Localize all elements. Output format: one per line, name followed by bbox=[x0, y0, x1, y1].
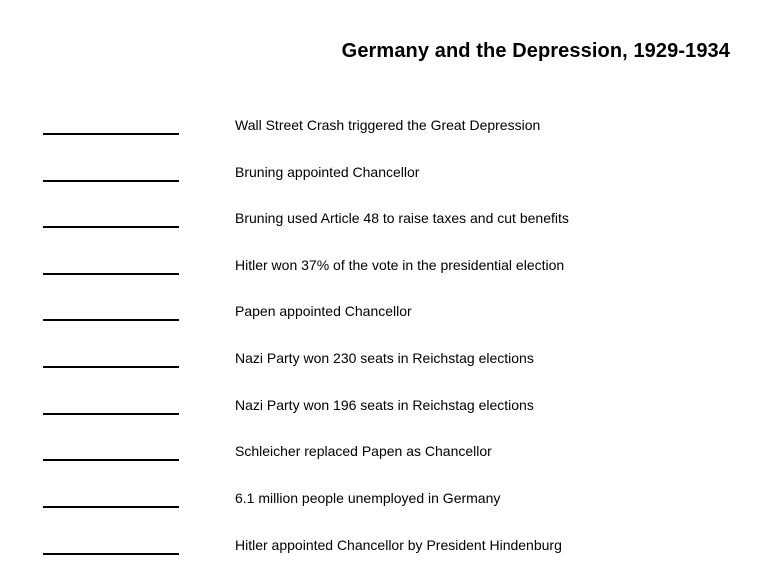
event-text: Schleicher replaced Papen as Chancellor bbox=[235, 443, 492, 459]
answer-blank[interactable] bbox=[43, 180, 179, 182]
event-text: 6.1 million people unemployed in Germany bbox=[235, 490, 501, 506]
list-item bbox=[0, 116, 782, 140]
list-item bbox=[0, 396, 782, 420]
answer-blank[interactable] bbox=[43, 506, 179, 508]
answer-blank[interactable] bbox=[43, 319, 179, 321]
answer-blank[interactable] bbox=[43, 273, 179, 275]
answer-blank[interactable] bbox=[43, 553, 179, 555]
list-item bbox=[0, 442, 782, 466]
answer-blank[interactable] bbox=[43, 226, 179, 228]
list-item bbox=[0, 349, 782, 373]
event-text: Wall Street Crash triggered the Great Depression bbox=[235, 117, 541, 133]
event-text: Papen appointed Chancellor bbox=[235, 303, 412, 319]
answer-blank[interactable] bbox=[43, 366, 179, 368]
list-item bbox=[0, 256, 782, 280]
list-item bbox=[0, 163, 782, 187]
page-title: Germany and the Depression, 1929-1934 bbox=[341, 40, 730, 62]
event-text: Hitler appointed Chancellor by President Hindenburg bbox=[235, 537, 562, 553]
list-item bbox=[0, 489, 782, 513]
event-text: Nazi Party won 196 seats in Reichstag elections bbox=[235, 397, 534, 413]
event-text: Nazi Party won 230 seats in Reichstag elections bbox=[235, 350, 534, 366]
answer-blank[interactable] bbox=[43, 413, 179, 415]
event-text: Hitler won 37% of the vote in the presidential election bbox=[235, 257, 565, 273]
answer-blank[interactable] bbox=[43, 133, 179, 135]
list-item bbox=[0, 536, 782, 560]
event-text: Bruning appointed Chancellor bbox=[235, 164, 420, 180]
event-text: Bruning used Article 48 to raise taxes and cut benefits bbox=[235, 210, 569, 226]
answer-blank[interactable] bbox=[43, 459, 179, 461]
list-item bbox=[0, 209, 782, 233]
list-item bbox=[0, 302, 782, 326]
